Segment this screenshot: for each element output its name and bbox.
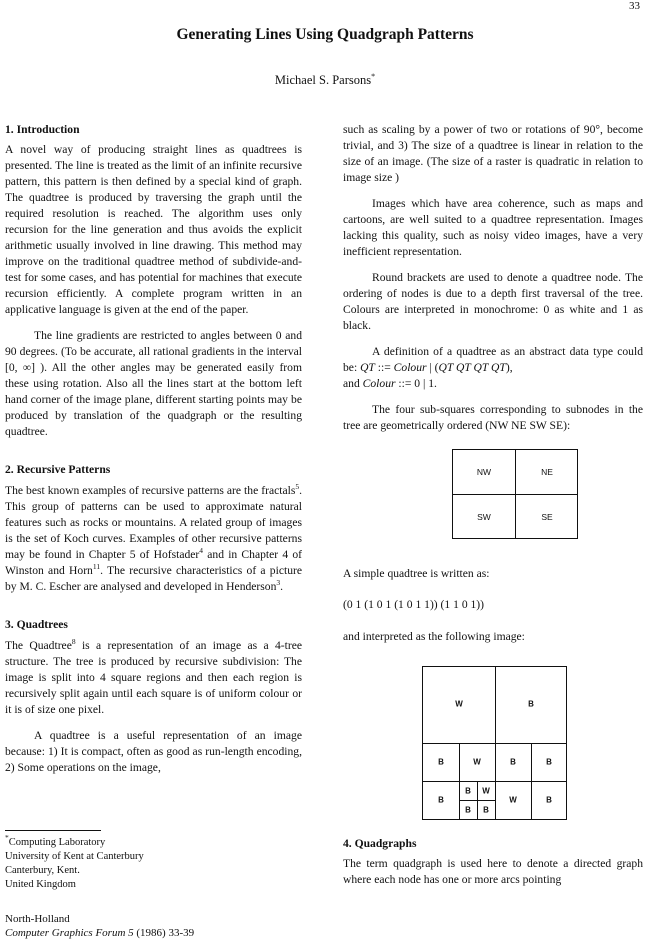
footnote-line: Canterbury, Kent. (5, 865, 80, 876)
cell-label: B (546, 757, 552, 767)
right-column (343, 122, 643, 434)
footnote-line: United Kingdom (5, 879, 76, 890)
paper-title: Generating Lines Using Quadgraph Patterns (176, 26, 474, 43)
footnote-rule (5, 830, 101, 831)
section-3-paragraph-1: The Quadtree$^8$ is a representation of an image as a 4-tree structure. The tree is produced by recursive subdivision: The image is split into 4 square regions and then each region is recursively split again until each square is of uniform colour or it is of size one pixel. (5, 637, 302, 716)
section-4-title: 4. Quadgraphs (343, 837, 417, 850)
cell-label: B (465, 805, 471, 815)
cell-label: W (509, 795, 517, 805)
right-paragraph-3: Round brackets are used to denote a quadtree node. The ordering of nodes is due to a depth first traversal of the tree. Colours are interpreted in monochrome: 0 as white and 1 as black. (343, 271, 643, 332)
author-line (0, 73, 650, 88)
author-name: Michael S. Parsons (274, 73, 372, 87)
quadtree-formula: (0 1 (1 0 1 (1 0 1 1)) (1 1 0 1)) (343, 598, 485, 611)
cell-label: W (455, 699, 463, 709)
section-1-paragraph-1: A novel way of producing straight lines as quadtrees is presented. The line is treated as the limit of an infinite recursive pattern, this pattern is then defined by a special kind of graph. The quadtree is produced by traversing the graph until the required resolution is reached. The algorithm uses only recursion for the line generation and thus avoids the explicit arithmetic usually involved in line drawing. This method may improve on the traditional quadtree method of subdivide-and-test for some cases, and has potential for machines that execute recursion efficiently. A complete program written in an applicative language is given at the end of the paper. (5, 143, 302, 316)
cell-label: B (546, 795, 552, 805)
cell-label: W (482, 786, 490, 796)
right-paragraph-2: Images which have area coherence, such as maps and cartoons, are well suited to a quadtree representation. Images lacking this quality, such as noisy video images, have a very inefficient representation. (343, 197, 643, 258)
right-paragraph-5: The four sub-squares corresponding to subnodes in the tree are geometrically ordered (NW NE SW SE): (343, 403, 643, 432)
section-1-title: 1. Introduction (5, 123, 80, 136)
publisher-info (5, 912, 194, 940)
quadrant-order-figure (452, 449, 578, 539)
quadrant-ne-label: NE (541, 467, 553, 477)
section-2-paragraph-1: The best known examples of recursive patterns are the fractals$^5$. This group of patterns can be used to approximate natural features such as rocks or mountains. A related group of images is the set of Koch curves. Examples of other recursive patterns may be found in Chapter 5 of Hofstader$^4$ and in Chapter 4 of Winston and Horn$^{11}$. The recursive characteristics of a picture by M. C. Escher are analysed and developed in Henderson$^3$. (5, 482, 302, 593)
cell-label: B (438, 795, 444, 805)
quadrant-sw-label: SW (477, 512, 491, 522)
page-number: 33 (629, 0, 640, 12)
section-3-paragraph-2: A quadtree is a useful representation of an image because: 1) It is compact, often as good as run-length encoding, 2) Some operations on the image, (5, 729, 302, 774)
left-column (5, 122, 302, 776)
quadtree-image-figure (422, 666, 567, 820)
journal-citation: Computer Graphics Forum 5 (1986) 33-39 (5, 927, 195, 939)
section-1-paragraph-2: The line gradients are restricted to angles between 0 and 90 degrees. (To be accurate, all rational gradients in the interval [0, ∞] ). All the other angles may be generated easily from these using rotation. Also all the lines start at the bottom left hand corner of the image plane, different starting points may be produced by translation of the quadgraph or the resulting quadtree. (5, 329, 302, 438)
quadrant-nw-label: NW (476, 467, 492, 477)
right-paragraph-1: such as scaling by a power of two or rotations of 90°, become trivial, and 3) The size of a quadtree is linear in relation to the size of an image. (The size of a raster is quadratic in relation to image size ) (343, 123, 643, 184)
footnote (5, 833, 144, 892)
cell-label: B (465, 786, 471, 796)
section-4-paragraph-1: The term quadgraph is used here to denote a directed graph where each node has one or more arcs pointing (343, 857, 643, 886)
interpretation-intro: and interpreted as the following image: (343, 630, 525, 643)
section-3-title: 3. Quadtrees (5, 618, 68, 631)
publisher-name: North-Holland (5, 913, 70, 925)
author-footnote-mark: * (371, 72, 376, 81)
cell-label: B (510, 757, 516, 767)
right-paragraph-4: A definition of a quadtree as an abstract data type could be: QT ::= Colour | (QT QT QT QT), and Colour ::= 0 | 1. (343, 345, 643, 390)
cell-label: B (438, 757, 444, 767)
footnote-line: Computing Laboratory (8, 837, 106, 848)
cell-label: B (528, 699, 534, 709)
cell-label: B (483, 805, 489, 815)
simple-quadtree-intro: A simple quadtree is written as: (343, 567, 490, 580)
cell-label: W (473, 757, 481, 767)
section-4 (343, 836, 643, 888)
footnote-mark: * (5, 833, 9, 842)
footnote-line: University of Kent at Canterbury (5, 851, 144, 862)
section-2-title: 2. Recursive Patterns (5, 463, 111, 476)
quadrant-se-label: SE (541, 512, 553, 522)
